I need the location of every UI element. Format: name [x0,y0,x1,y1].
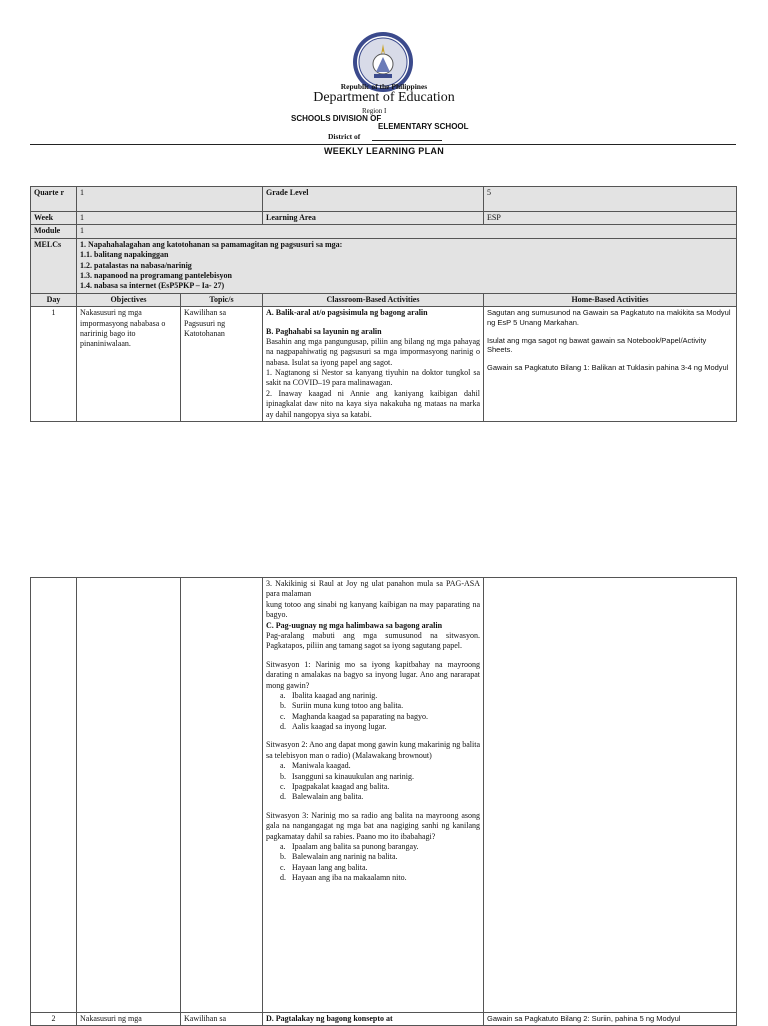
weekly-plan-table-continued [30,577,737,1026]
continued-row [31,578,737,1013]
grade-label: Grade Level [263,187,484,212]
option: b. Balewalain ang narinig na balita. [280,852,398,862]
option: c. Hayaan lang ang balita. [280,862,368,872]
melcs-label: MELCs [31,238,77,293]
option: a. Ibalita kaagad ang narinig. [280,690,378,700]
column-header-row [31,293,737,306]
cont-objective [77,578,181,1013]
quarter-row [31,187,737,212]
region-text: Region I [362,107,387,115]
quarter-value: 1 [77,187,263,212]
cont-topic [181,578,263,1013]
section-b-item: 1. Nagtanong si Nestor sa kanyang tiyuhin na doktor tungkol sa sakit na COVID–19 para malinawagan. [266,368,480,388]
option: b. Suriin muna kung totoo ang balita. [280,701,404,711]
home-instruction: Sagutan ang sumusunod na Gawain sa Pagkatuto na makikita sa Modyul ng EsP 5 Unang Markahan. [487,308,731,327]
situation-2-options [266,761,480,803]
home-instruction: Isulat ang mga sagot ng bawat gawain sa Notebook/Papel/Activity Sheets. [487,335,707,355]
col-home: Home-Based Activities [484,293,737,306]
option: a. Maniwala kaagad. [280,761,351,771]
area-value: ESP [484,212,737,225]
school-text: ELEMENTARY SCHOOL [378,122,469,131]
section-d-title: D. Pagtalakay ng bagong konsepto at [263,1013,484,1026]
week-row [31,212,737,225]
section-b-title: B. Paghahabi sa layunin ng aralin [266,326,382,336]
melcs-line: 1.3. napanood na programang pantelebisyon [80,270,232,280]
cont-classroom [263,578,484,1013]
option: d. Balewalain ang balita. [280,792,364,802]
day1-classroom [263,307,484,422]
melcs-row [31,238,737,293]
option: a. Ipaalam ang balita sa punong barangay. [280,841,419,851]
section-b-item: 3. Nakikinig si Raul at Joy ng ulat panahon mula sa PAG-ASA para malaman [266,579,480,599]
day1-home [484,307,737,422]
home-instruction: Gawain sa Pagkatuto Bilang 1: Balikan at Tuklasin pahina 3-4 ng Modyul [487,363,729,373]
situation-1: Sitwasyon 1: Narinig mo sa iyong kapitbahay na mayroong darating n amalakas na bagyo sa inyong lugar. Ano ang nararapat mong gawin? [266,659,480,690]
quarter-label: Quarte r [31,187,77,212]
section-c-title: C. Pag-uugnay ng mga halimbawa sa bagong aralin [266,620,443,630]
section-b-text: Basahin ang mga pangungusap, piliin ang bilang ng mga pahayag na nagpapahiwatig ng pagsusuri sa mga impormasyong narinig o nabasa. Isulat sa iyong papel ang sagot. [266,336,480,367]
col-day: Day [31,293,77,306]
division-text: SCHOOLS DIVISION OF [291,114,382,123]
week-value: 1 [77,212,263,225]
melcs-line: 1.1. balitang napakinggan [80,250,169,260]
situation-3-options [266,842,480,884]
melcs-line: 1. Napahahalagahan ang katotohanan sa pamamagitan ng pagsusuri sa mga: [80,239,343,249]
col-topics: Topic/s [181,293,263,306]
section-b-item: 2. Inaway kaagad ni Annie ang kaniyang kaibigan dahil ipinagkalat daw nito na kaya siya nakakuha ng mataas na marka ay dahil nangopya siya sa katabi. [266,388,480,419]
day2-objective: Nakasusuri ng mga [77,1013,181,1026]
day1-topic: Kawilihan sa Pagsusuri ng Katotohanan [181,307,263,422]
department-title: Department of Education [313,90,455,105]
module-row [31,225,737,238]
day2-topic: Kawilihan sa [181,1013,263,1026]
plan-title: WEEKLY LEARNING PLAN [323,146,444,156]
day1-row [31,307,737,422]
situation-2: Sitwasyon 2: Ano ang dapat mong gawin kung makarinig ng balita sa telebisyon man o radio) (Malawakang brownout) [266,740,480,760]
module-value: 1 [77,225,737,238]
area-label: Learning Area [263,212,484,225]
republic-text: Republic of the Philippines [340,82,428,91]
col-objectives: Objectives [77,293,181,306]
option: c. Ipagpakalat kaagad ang balita. [280,782,390,792]
day1-number: 1 [31,307,77,422]
col-classroom: Classroom-Based Activities [263,293,484,306]
melcs-line: 1.2. patalastas na nabasa/narinig [80,260,192,270]
option: b. Isangguni sa kinauukulan ang narinig. [280,771,414,781]
melcs-line: 1.4. nabasa sa internet (EsP5PKP – Ia- 27) [80,281,225,291]
option: d. Aalis kaagad sa inyong lugar. [280,722,387,732]
option: c. Maghanda kaagad sa paparating na bagyo. [280,711,428,721]
day2-home: Gawain sa Pagkatuto Bilang 2: Suriin, pahina 5 ng Modyul [484,1013,737,1026]
week-label: Week [31,212,77,225]
district-text: District of [328,132,361,141]
section-c-text: Pag-aralang mabuti ang mga sumusunod na sitwasyon. Pagkatapos, piliin ang tamang sagot sa iyong sagutang papel. [266,630,480,651]
module-label: Module [31,225,77,238]
option: d. Hayaan ang iba na makaalamn nito. [280,873,407,883]
day1-objective: Nakasusuri ng mga impormasyong nababasa o naririnig bago ito pinaniniwalaan. [77,307,181,422]
district-blank-line [372,140,442,141]
situation-1-options [266,691,480,733]
situation-3: Sitwasyon 3: Narinig mo sa radio ang balita na mayroong asong gala na nangangagat ng mga bat ana nagiging sanhi ng kanilang pagkamatay dahil sa rabies. Paano mo ito ibabahagi? [266,810,480,841]
cont-day [31,578,77,1013]
grade-value: 5 [484,187,737,212]
day2-number: 2 [31,1013,77,1026]
cont-home [484,578,737,1013]
weekly-plan-table [30,186,737,422]
header-divider [30,144,736,145]
melcs-text [77,238,737,293]
section-b-item-cont: kung totoo ang sinabi ng kanyang kaibigan na may paparating na bagyo. [266,599,480,620]
section-a-title: A. Balik-aral at/o pagsisimula ng bagong aralin [266,308,428,318]
